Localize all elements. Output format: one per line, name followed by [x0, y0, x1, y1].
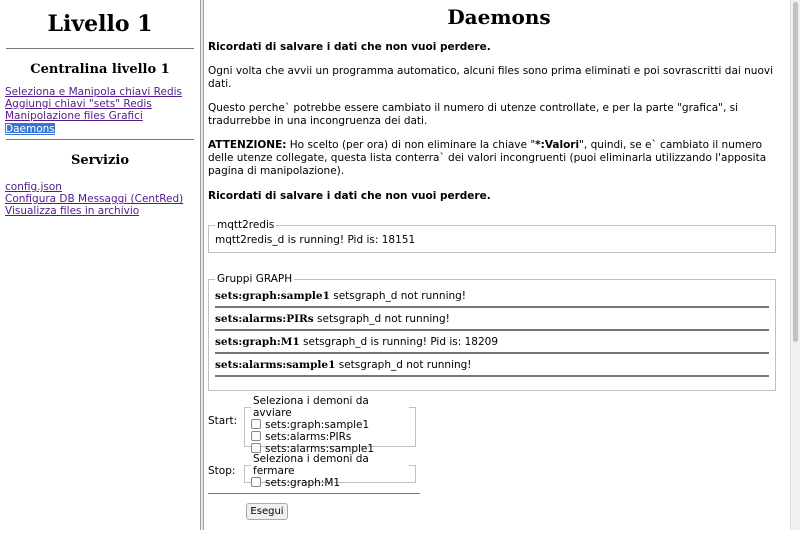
start-daemons-group: [244, 395, 416, 455]
sidebar-section-servizio: Servizio: [71, 153, 129, 168]
main-content: [204, 0, 790, 530]
info-paragraph-2: Questo perche` potrebbe essere cambiato il numero di utenze controllate, e per la parte "grafica", si tradurrebbe in una incongruenza dei dati.: [208, 102, 739, 127]
stop-label: Stop:: [208, 465, 236, 477]
graph-row-key: sets:alarms:PIRs: [215, 313, 314, 325]
graph-row-status: setsgraph_d is running! Pid is: 18209: [303, 336, 499, 348]
sidebar-divider: [6, 48, 194, 49]
esegui-button[interactable]: Esegui: [246, 503, 288, 520]
start-checkbox[interactable]: [251, 419, 261, 429]
mqtt2redis-legend: mqtt2redis: [217, 219, 275, 231]
daemon-controls-form: [208, 395, 790, 535]
form-divider: [208, 493, 420, 494]
sidebar: [0, 0, 200, 530]
warning-save-bottom: Ricordati di salvare i dati che non vuoi perdere.: [208, 190, 491, 202]
start-option-label: sets:alarms:sample1: [265, 443, 375, 455]
sidebar-links-centralina: [5, 86, 200, 135]
start-checkbox[interactable]: [251, 443, 261, 453]
main-scrollbar[interactable]: [790, 0, 800, 530]
graph-row-key: sets:alarms:sample1: [215, 359, 336, 371]
start-option[interactable]: [251, 419, 409, 431]
graph-row: [215, 309, 769, 331]
scrollbar-thumb[interactable]: [793, 2, 798, 342]
link-configura-db-messaggi[interactable]: Configura DB Messaggi (CentRed): [5, 193, 184, 205]
attention-text-a: Ho scelto (per ora) di non eliminare la chiave ": [286, 139, 536, 151]
graph-row: [215, 286, 769, 308]
sidebar-links-servizio: [5, 181, 200, 217]
stop-daemons-legend: Seleziona i demoni da fermare: [253, 453, 369, 477]
sidebar-title: Livello 1: [47, 11, 153, 37]
attention-label: ATTENZIONE:: [208, 139, 287, 151]
graph-row: [215, 332, 769, 354]
start-option[interactable]: [251, 431, 409, 443]
graph-row-status: setsgraph_d not running!: [333, 290, 467, 302]
attention-key: *:Valori: [535, 139, 580, 151]
link-daemons[interactable]: Daemons: [5, 123, 55, 135]
start-option-label: sets:graph:sample1: [265, 419, 370, 431]
stop-option-label: sets:graph:M1: [265, 477, 341, 489]
link-manipolazione-grafici[interactable]: Manipolazione files Grafici: [5, 110, 143, 122]
graph-row-status: setsgraph_d not running!: [338, 359, 472, 371]
stop-option[interactable]: [251, 477, 409, 489]
sidebar-section-centralina: Centralina livello 1: [30, 62, 170, 77]
link-visualizza-archivio[interactable]: Visualizza files in archivio: [5, 205, 140, 217]
graph-groups: [208, 273, 776, 391]
start-option-label: sets:alarms:PIRs: [265, 431, 352, 443]
graph-row-status: setsgraph_d not running!: [317, 313, 450, 325]
start-label: Start:: [208, 415, 238, 427]
graph-row-key: sets:graph:sample1: [215, 290, 330, 302]
link-seleziona-chiavi[interactable]: Seleziona e Manipola chiavi Redis: [5, 86, 183, 98]
graph-groups-legend: Gruppi GRAPH: [217, 273, 293, 285]
info-paragraph-1: Ogni volta che avvii un programma automatico, alcuni files sono prima eliminati e poi sovrascritti dai nuovi dati.: [208, 65, 773, 90]
start-checkbox[interactable]: [251, 431, 261, 441]
page-title: Daemons: [447, 5, 551, 29]
attention-paragraph: [208, 139, 790, 178]
link-aggiungi-chiavi-sets[interactable]: Aggiungi chiavi "sets" Redis: [5, 98, 152, 110]
link-config-json[interactable]: config.json: [5, 181, 62, 193]
graph-row-key: sets:graph:M1: [215, 336, 300, 348]
mqtt2redis-status: mqtt2redis_d is running! Pid is: 18151: [215, 234, 416, 246]
stop-daemons-group: [244, 453, 416, 489]
sidebar-divider-2: [6, 139, 194, 140]
mqtt2redis-group: [208, 219, 776, 253]
start-daemons-legend: Seleziona i demoni da avviare: [253, 395, 369, 419]
graph-row: [215, 355, 769, 377]
stop-checkbox[interactable]: [251, 477, 261, 487]
attention-text-b: ", quindi, se e` cambiato il numero delle utenze collegate, questa lista conterra` dei valori incongruenti (puoi eliminarla utilizzando l'apposita pagina di manipolazione).: [208, 139, 767, 177]
warning-save-top: Ricordati di salvare i dati che non vuoi perdere.: [208, 41, 491, 53]
